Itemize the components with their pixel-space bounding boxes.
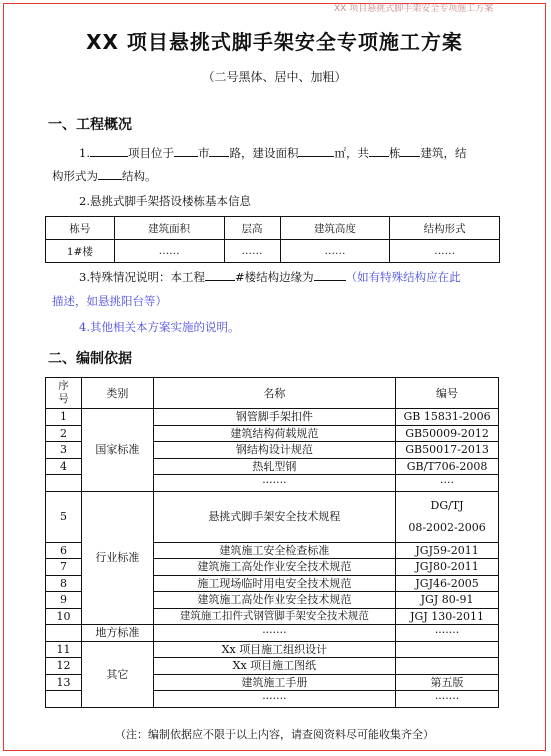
- para-3-line2: 描述，如悬挑阳台等）: [52, 294, 167, 308]
- document-title: XX 项目悬挑式脚手架安全专项施工方案: [86, 30, 463, 54]
- header-code: 编号: [396, 378, 499, 409]
- table-row: 6 建筑施工安全检查标准 JGJ59-2011: [46, 542, 499, 559]
- table-row: ······· ·······: [46, 691, 499, 708]
- header-cell: 层高: [224, 217, 280, 240]
- header-cell: 建筑面积: [114, 217, 224, 240]
- section2-heading: 二、编制依据: [48, 351, 132, 367]
- table-row: 4 热轧型钢 GB/T706-2008: [46, 458, 499, 475]
- category-other: 其它: [81, 641, 153, 707]
- table-row: [46, 240, 500, 263]
- table-row: 10 建筑施工扣件式钢管脚手架安全技术规范 JGJ 130-2011: [46, 608, 499, 625]
- table-row: 11 其它 Xx 项目施工组织设计: [46, 641, 499, 658]
- building-info-table: [45, 216, 500, 263]
- table-row: 8 施工现场临时用电安全技术规范 JGJ46-2005: [46, 575, 499, 592]
- table-header-row: [46, 378, 499, 409]
- table-row: 13 建筑施工手册 第五版: [46, 674, 499, 691]
- table-row: 1 国家标准 钢管脚手架扣件 GB 15831-2006: [46, 409, 499, 426]
- header-name: 名称: [153, 378, 395, 409]
- table-row: 9 建筑施工高处作业安全技术规范 JGJ 80-91: [46, 592, 499, 609]
- header-seq: 序号: [46, 378, 82, 409]
- header-cell: 建筑高度: [280, 217, 390, 240]
- header-category: 类别: [81, 378, 153, 409]
- table-cell: ……: [114, 240, 224, 263]
- table-cell: ……: [390, 240, 500, 263]
- para-1-line1: 1. 项目位于 市 路，建设面积 ㎡，共 栋 建筑，结: [79, 142, 466, 164]
- code-cell: DG/TJ 08-2002-2006: [396, 491, 499, 542]
- table-cell: ……: [280, 240, 390, 263]
- basis-table: [45, 377, 499, 708]
- table-cell: ……: [224, 240, 280, 263]
- table-row: 12 Xx 项目施工图纸: [46, 658, 499, 675]
- section1-heading: 一、工程概况: [48, 117, 132, 133]
- table-cell: 1#楼: [46, 240, 115, 263]
- para-1-line2: 构形式为 结构。: [52, 165, 157, 187]
- table-row: 5 行业标准 悬挑式脚手架安全技术规程 DG/TJ 08-2002-2006: [46, 491, 499, 542]
- para-3-line1: 3.特殊情况说明：本工程 #楼结构边缘为 （如有特殊结构应在此: [79, 266, 461, 288]
- table-row: ······· ····: [46, 475, 499, 492]
- table-header-row: [46, 217, 500, 240]
- para-4: 4.其他相关本方案实施的说明。: [79, 320, 240, 334]
- footnote: （注：编制依据应不限于以上内容，请查阅资料尽可能收集齐全）: [115, 728, 434, 741]
- category-national: 国家标准: [81, 409, 153, 492]
- header-cell: 结构形式: [390, 217, 500, 240]
- table-row: 2 建筑结构荷载规范 GB50009-2012: [46, 425, 499, 442]
- page-header-ghost: XX 项目悬挑式脚手架安全专项施工方案: [334, 4, 494, 14]
- table-row: 3 钢结构设计规范 GB50017-2013: [46, 442, 499, 459]
- document-page: [3, 3, 546, 751]
- document-subtitle: （二号黑体、居中、加粗）: [202, 70, 347, 84]
- category-industry: 行业标准: [81, 491, 153, 625]
- category-local: 地方标准: [81, 625, 153, 642]
- header-cell: 栋号: [46, 217, 115, 240]
- table-row: 地方标准 ······· ·······: [46, 625, 499, 642]
- para-2: 2.悬挑式脚手架搭设楼栋基本信息: [79, 194, 251, 208]
- table-row: 7 建筑施工高处作业安全技术规范 JGJ80-2011: [46, 559, 499, 576]
